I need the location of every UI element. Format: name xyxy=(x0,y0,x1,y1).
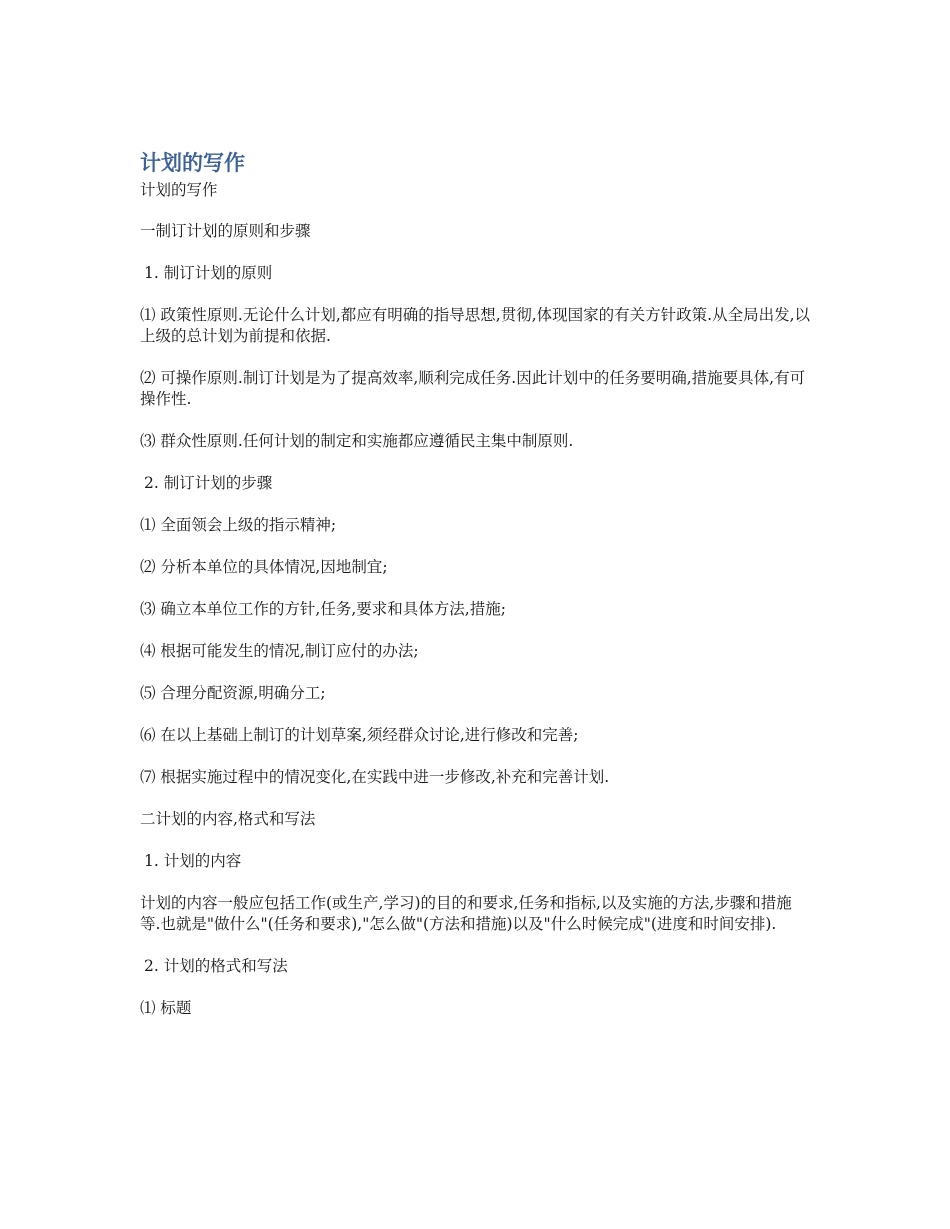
subsection-heading-1-2: 2. 制订计划的步骤 xyxy=(144,474,273,492)
step-item-1: ⑴ 全面领会上级的指示精神; xyxy=(140,516,337,534)
subsection-heading-1-1: 1. 制订计划的原则 xyxy=(144,264,273,282)
principle-item-1: ⑴ 政策性原则.无论什么计划,都应有明确的指导思想,贯彻,体现国家的有关方针政策.从全局出发,以上级的总计划为前提和依据. xyxy=(140,306,810,345)
principle-item-2: ⑵ 可操作原则.制订计划是为了提高效率,顺利完成任务.因此计划中的任务要明确,措施要具体,有可操作性. xyxy=(140,369,806,408)
format-item-1: ⑴ 标题 xyxy=(140,999,192,1017)
section-heading-2: 二计划的内容,格式和写法 xyxy=(140,810,316,828)
subtitle-paragraph: 计划的写作 xyxy=(140,181,218,199)
step-item-7: ⑺ 根据实施过程中的情况变化,在实践中进一步修改,补充和完善计划. xyxy=(140,768,610,786)
document-page xyxy=(140,148,812,1040)
step-item-6: ⑹ 在以上基础上制订的计划草案,须经群众讨论,进行修改和完善; xyxy=(140,726,579,744)
subsection-heading-2-1: 1. 计划的内容 xyxy=(144,852,242,870)
document-title: 计划的写作 xyxy=(140,151,245,175)
content-description-paragraph: 计划的内容一般应包括工作(或生产,学习)的目的和要求,任务和指标,以及实施的方法,步骤和措施等.也就是"做什么"(任务和要求),"怎么做"(方法和措施)以及"什么时候完成"(进度和时间安排). xyxy=(140,894,792,933)
step-item-4: ⑷ 根据可能发生的情况,制订应付的办法; xyxy=(140,642,419,660)
step-item-5: ⑸ 合理分配资源,明确分工; xyxy=(140,684,326,702)
step-item-2: ⑵ 分析本单位的具体情况,因地制宜; xyxy=(140,558,388,576)
step-item-3: ⑶ 确立本单位工作的方针,任务,要求和具体方法,措施; xyxy=(140,600,506,618)
subsection-heading-2-2: 2. 计划的格式和写法 xyxy=(144,957,288,975)
section-heading-1: 一制订计划的原则和步骤 xyxy=(140,222,311,240)
principle-item-3: ⑶ 群众性原则.任何计划的制定和实施都应遵循民主集中制原则. xyxy=(140,432,574,450)
